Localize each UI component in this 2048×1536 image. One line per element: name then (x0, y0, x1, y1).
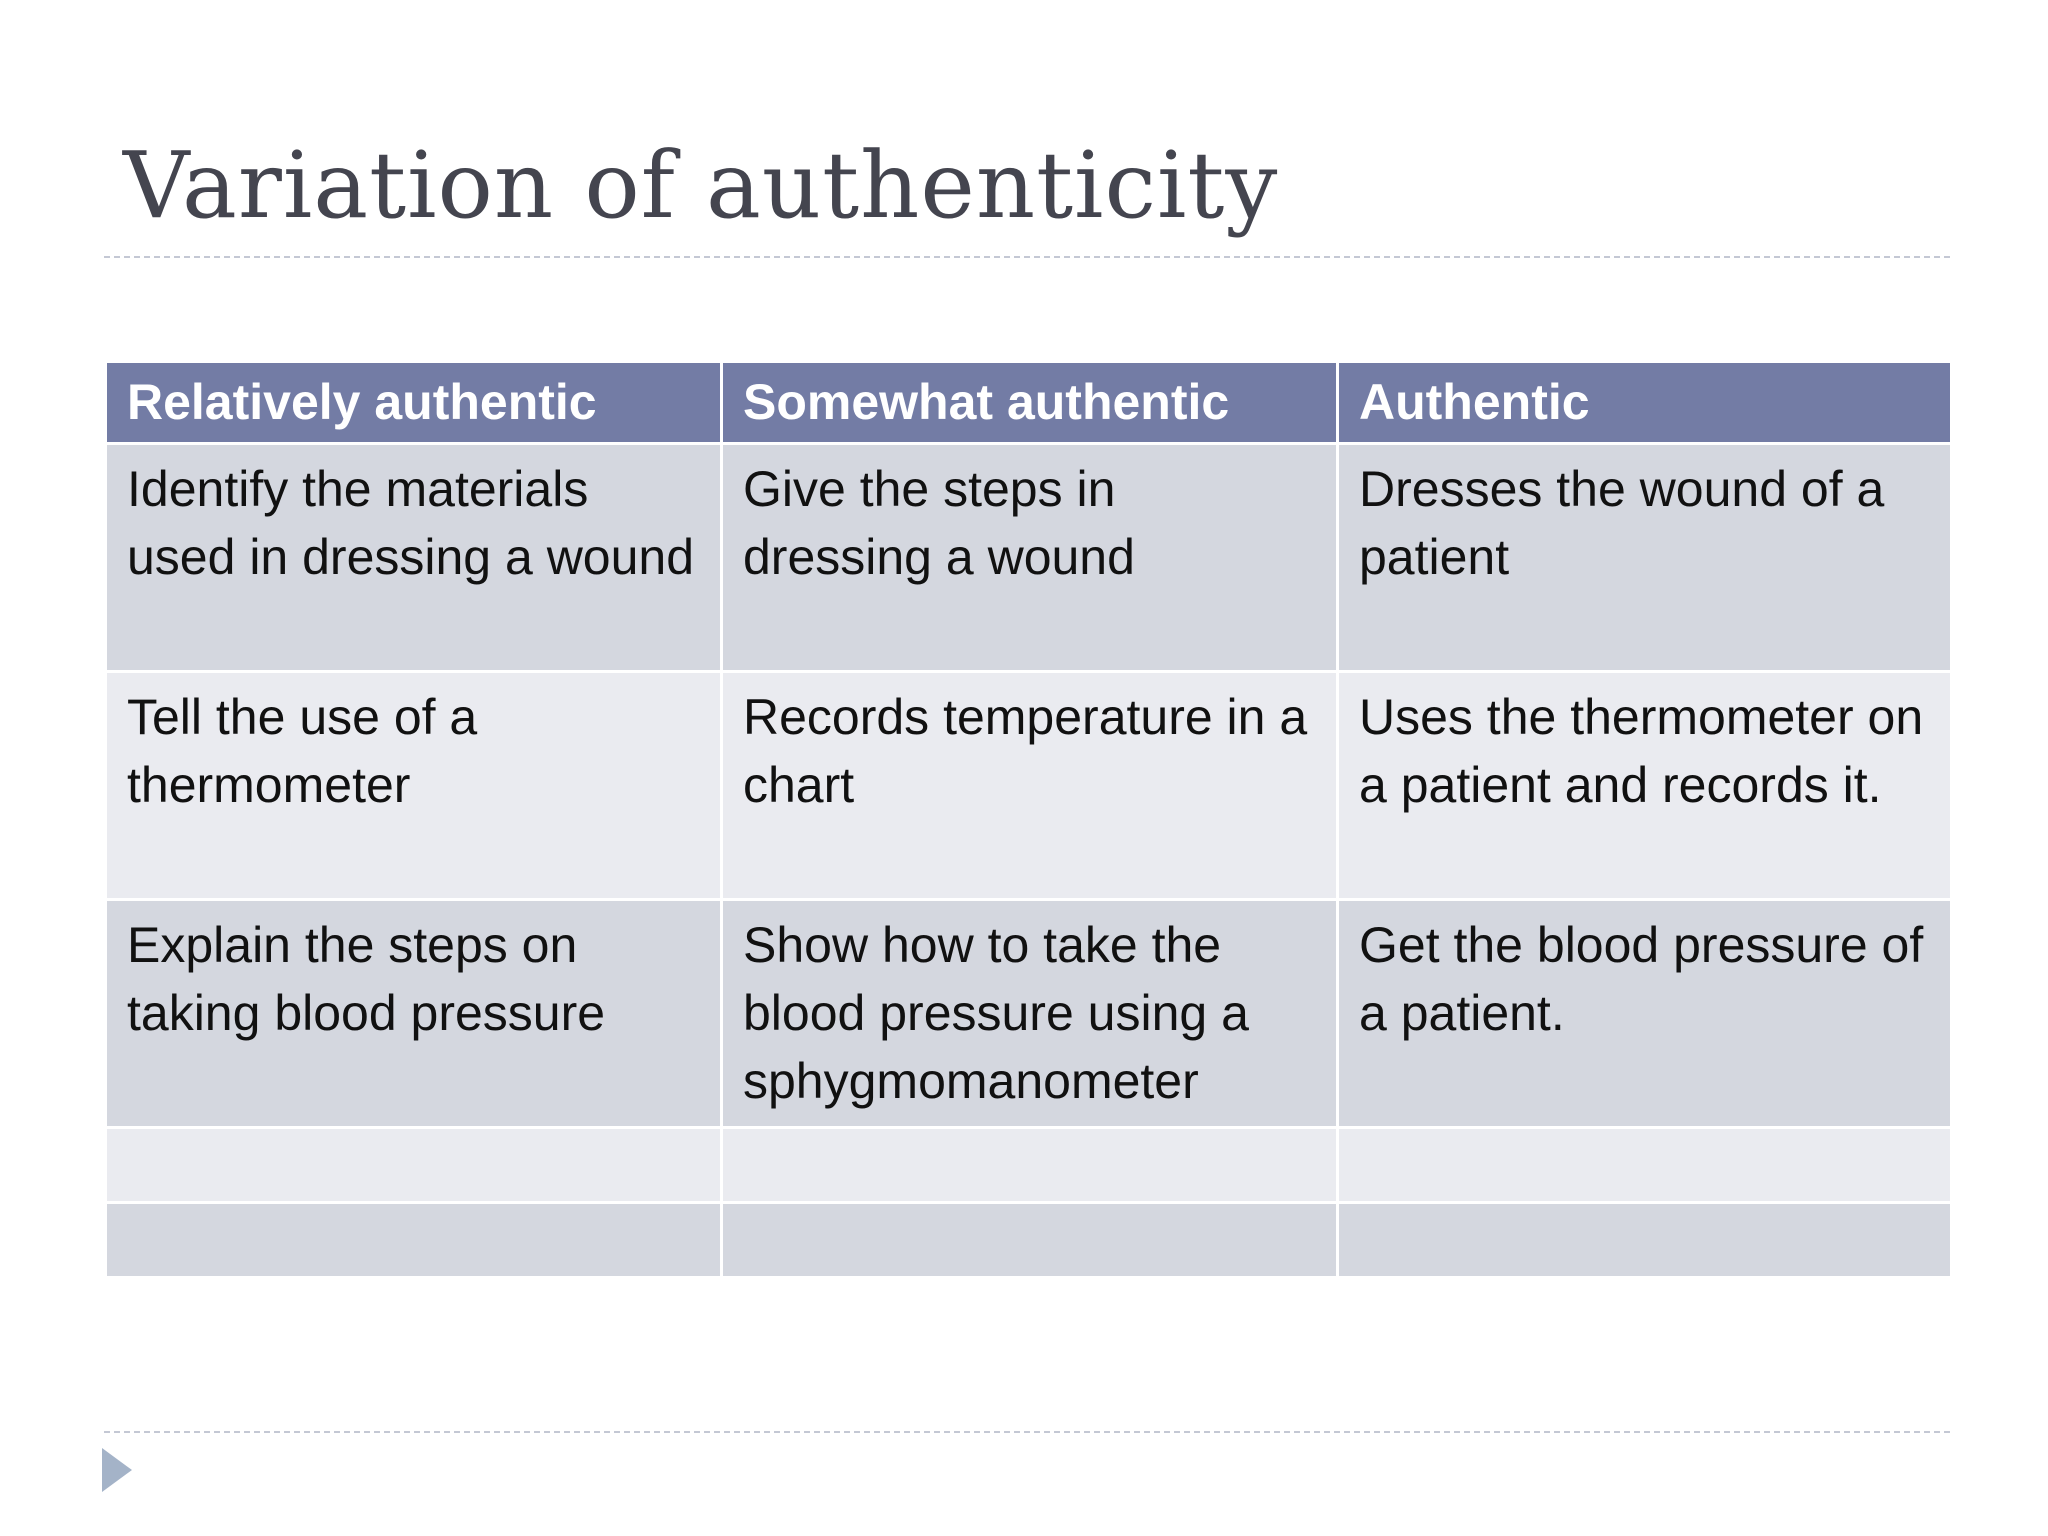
table-cell-empty (722, 1203, 1338, 1278)
header-authentic: Authentic (1338, 362, 1952, 444)
slide-title: Variation of authenticity (123, 132, 1279, 239)
table-cell-empty (1338, 1203, 1952, 1278)
table-cell-empty (722, 1128, 1338, 1203)
table-cell-empty (1338, 1128, 1952, 1203)
table-cell: Explain the steps on taking blood pressure (106, 900, 722, 1128)
table-row (106, 900, 1952, 1128)
table-cell: Identify the materials used in dressing a wound (106, 444, 722, 672)
table-cell: Give the steps in dressing a wound (722, 444, 1338, 672)
footer-divider (104, 1431, 1950, 1433)
authenticity-table (104, 360, 1953, 1279)
table-cell-empty (106, 1128, 722, 1203)
header-somewhat-authentic: Somewhat authentic (722, 362, 1338, 444)
table-header-row (106, 362, 1952, 444)
table-row-empty (106, 1203, 1952, 1278)
table-cell: Get the blood pressure of a patient. (1338, 900, 1952, 1128)
triangle-bullet-icon (102, 1448, 132, 1492)
table-row-empty (106, 1128, 1952, 1203)
table-row (106, 672, 1952, 900)
table-cell: Records temperature in a chart (722, 672, 1338, 900)
table-cell: Uses the thermometer on a patient and records it. (1338, 672, 1952, 900)
table-cell: Show how to take the blood pressure using a sphygmomanometer (722, 900, 1338, 1128)
title-divider (104, 256, 1950, 258)
header-relatively-authentic: Relatively authentic (106, 362, 722, 444)
table-cell: Dresses the wound of a patient (1338, 444, 1952, 672)
table-cell-empty (106, 1203, 722, 1278)
table-cell: Tell the use of a thermometer (106, 672, 722, 900)
table-row (106, 444, 1952, 672)
